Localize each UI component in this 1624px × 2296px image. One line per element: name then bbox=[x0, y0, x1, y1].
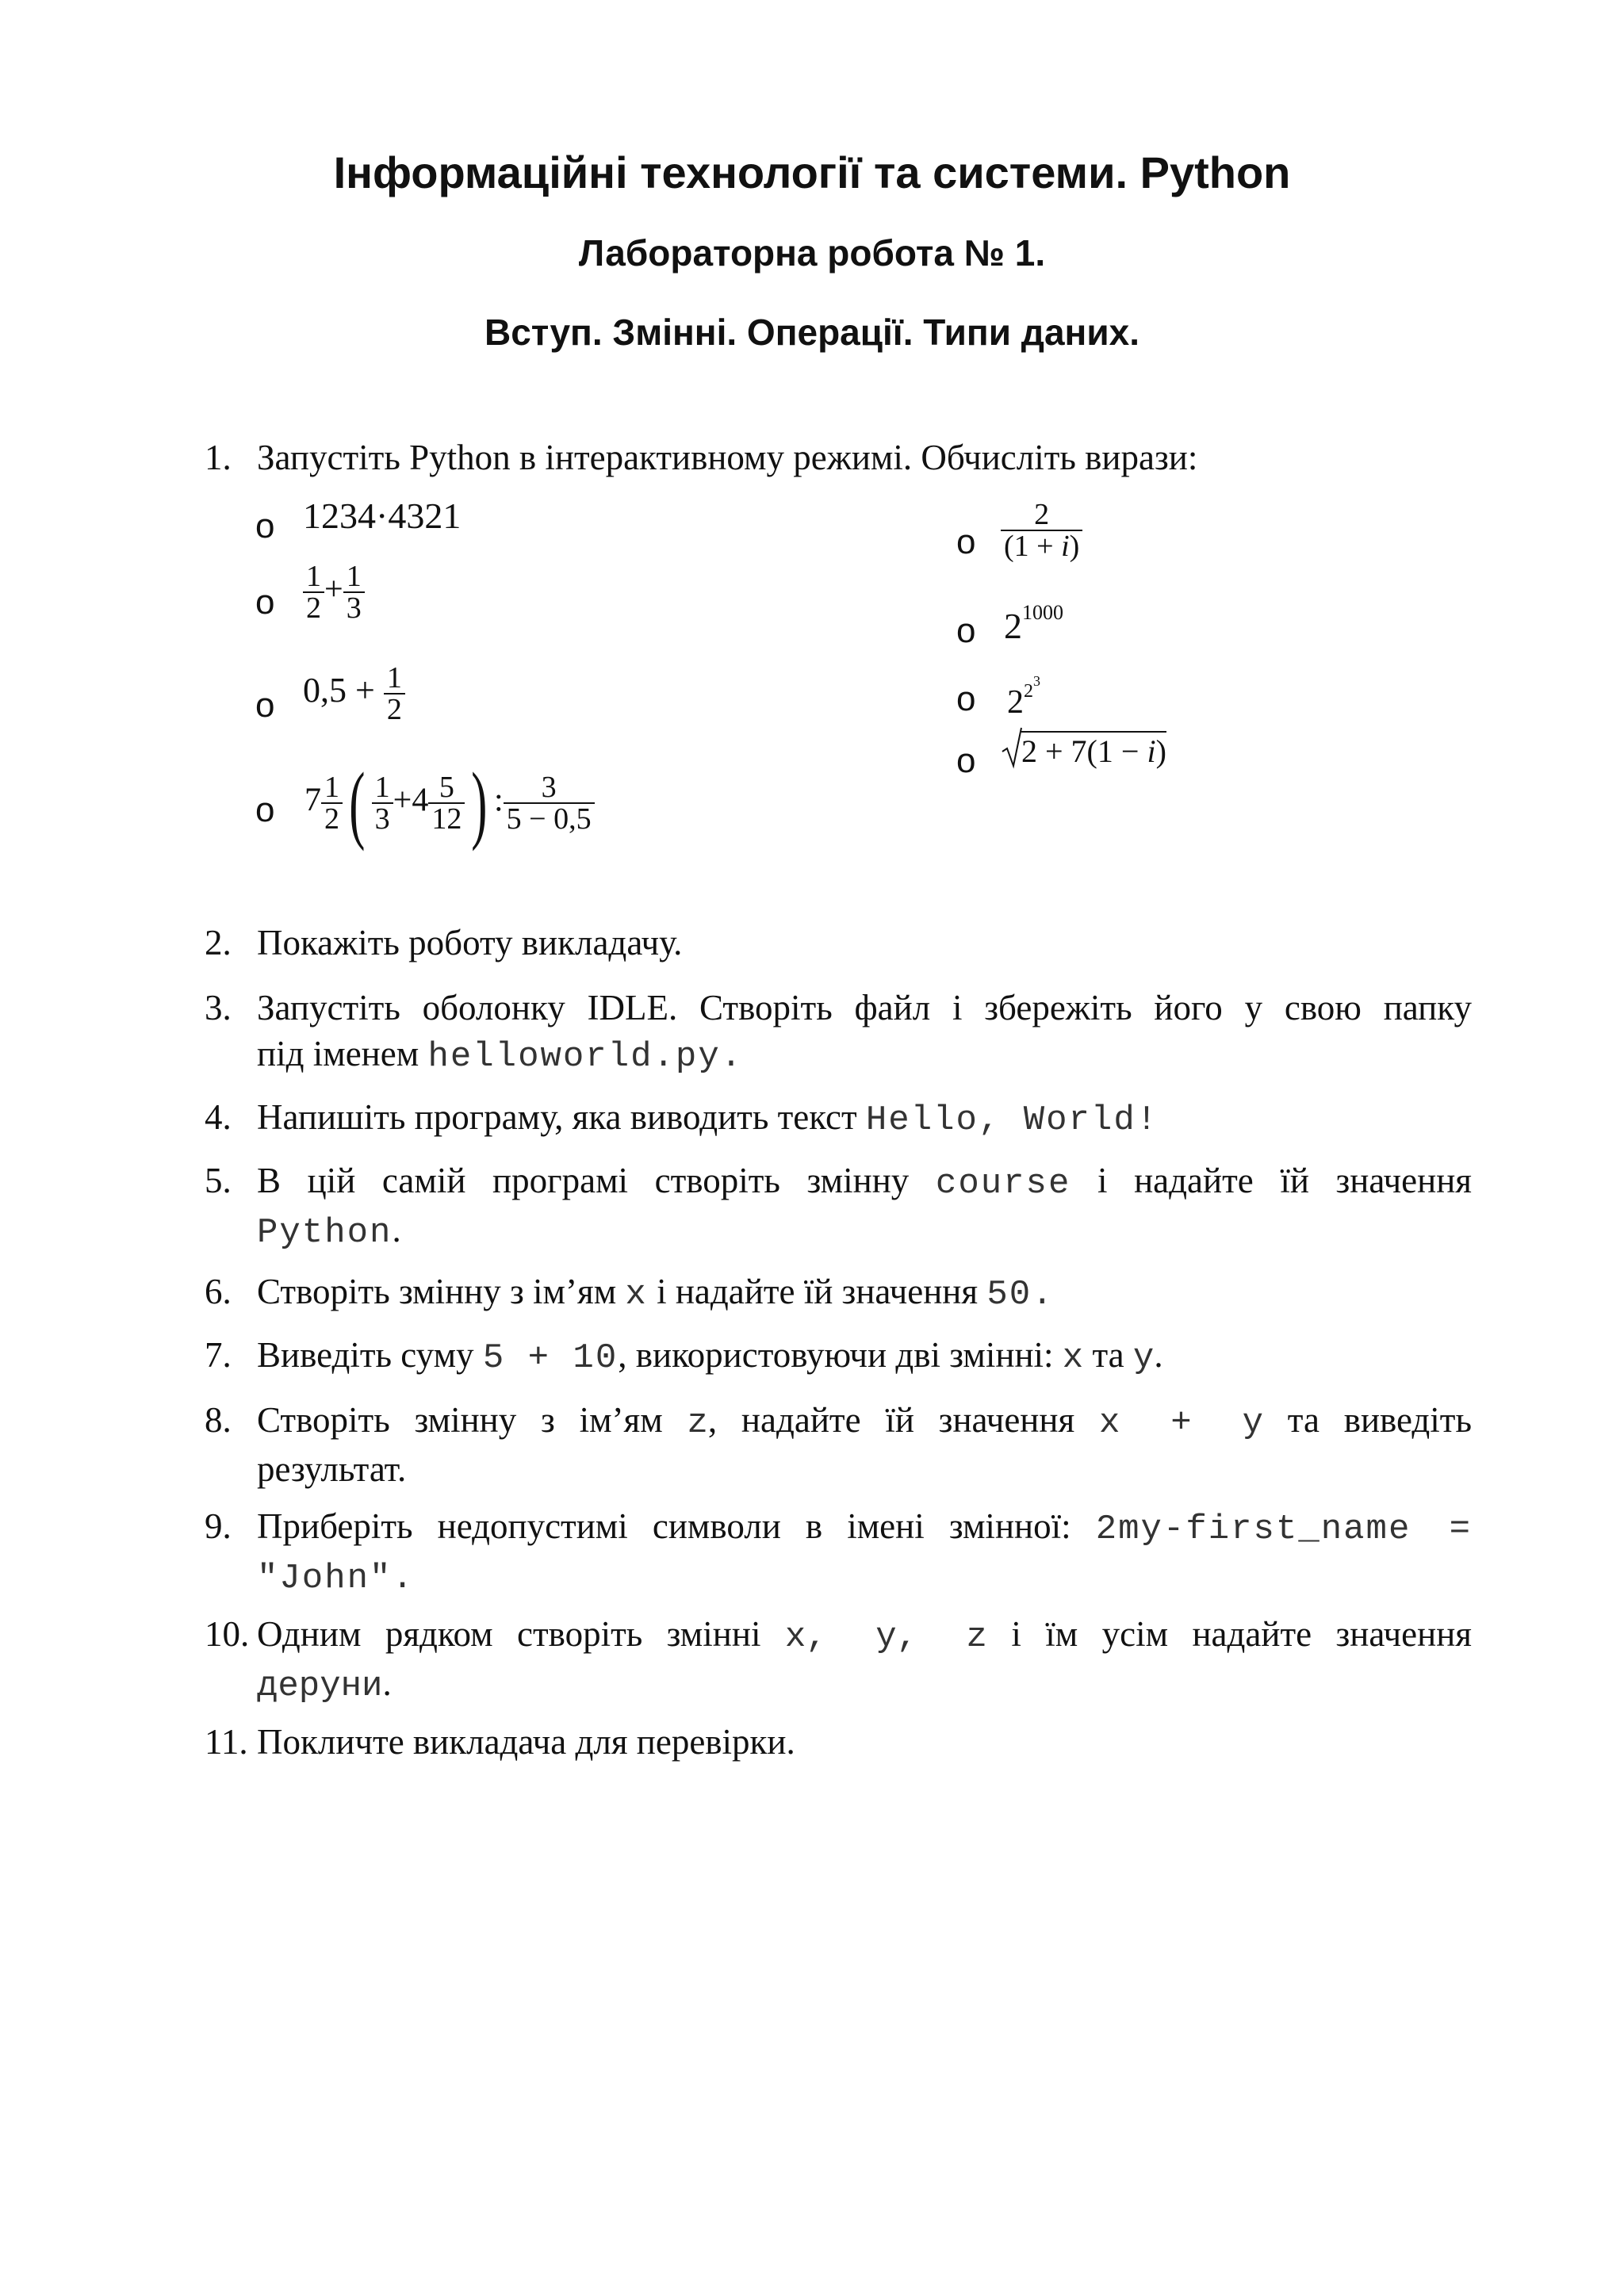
bullet-icon: o bbox=[956, 611, 976, 650]
bullet-icon: o bbox=[956, 741, 976, 780]
hello-world-code: Hello, World! bbox=[865, 1100, 1159, 1140]
filename-code: helloworld.py. bbox=[427, 1037, 744, 1077]
variable-x-code: x bbox=[625, 1275, 648, 1314]
sum-code: 5 + 10 bbox=[482, 1338, 619, 1378]
expression-product: 1234·4321 bbox=[303, 496, 462, 536]
expression-tower-power: $2^{2^3}$ bbox=[1007, 673, 1040, 721]
expression-mixed: 7 $\frac{1}{2}$ ( $\frac{1}{3}$ +4 $\frac{5}{12}$ ) : $\frac{3}{5 - 0,5}$ bbox=[304, 760, 595, 847]
variable-course-code: course bbox=[935, 1164, 1071, 1203]
variable-z-code: z bbox=[687, 1403, 708, 1443]
bullet-icon: o bbox=[956, 522, 976, 561]
expression-power: $2^{1000}$ bbox=[1004, 601, 1063, 646]
document-title: Інформаційні технології та системи. Python bbox=[333, 147, 1291, 197]
expression-x-plus-y-code: x + y bbox=[1098, 1403, 1263, 1443]
document-page: Інформаційні технології та системи. Python Лабораторна робота № 1. Вступ. Змінні. Операції. Типи даних. 1. Запустіть Python в інтерактивному режимі. Обчисліть вирази: o 1234·4321 o $\frac{1}{2}$ + $\frac{1}{3}$ o 0,5 + $\frac{1}{2}$ o 7 $\frac{1}{2}$ ( $\frac{1}{3}$ +4 $\frac{5}{12}$ ) : $\frac{3}{5 - 0,5}$ o $\frac{2}{(1 + i)}$ o $2^{1000}$ o $2^{2^3}$ o 2 + 7(1 − i) 2. Покажіть роботу викладачу. 3. Запустіть оболонку IDLE. Створіть файл і збережіть його у свою папку під іменем helloworld.py. 4. Напишіть програму, яка виводить текст Hello, World! 5. В цій самій програмі створіть змінну course і надайте їй значення Python. 6. Створіть змінну з ім’ям x і надайте їй значення 50. 7. Виведіть суму 5 + 10, використовуючи дві змінні: x та y. 8. Створіть змінну з ім’ям z, надайте їй значення x + y та виведіть результат. 9. Приберіть недопустимі символи в імені змінної: 2my-first_name = "John". 10. Одним рядком створіть змінні x, y, z і їм усім надайте значення деруни. 11. Покличте викладача для перевірки. bbox=[0, 0, 1624, 2296]
bullet-icon: o bbox=[956, 679, 976, 718]
bullet-icon: o bbox=[255, 507, 275, 545]
lab-number: Лабораторна робота № 1. bbox=[578, 232, 1046, 274]
expression-fraction-sum: $\frac{1}{2}$ + $\frac{1}{3}$ bbox=[303, 561, 365, 623]
expression-complex-fraction: $\frac{2}{(1 + i)}$ bbox=[1001, 499, 1082, 561]
bullet-icon: o bbox=[255, 686, 275, 725]
bullet-icon: o bbox=[255, 583, 275, 622]
value-deruny-code: деруни bbox=[257, 1667, 383, 1706]
bullet-icon: o bbox=[255, 790, 275, 829]
variable-x-code: x bbox=[1062, 1338, 1084, 1378]
value-50-code: 50. bbox=[986, 1275, 1055, 1314]
expression-decimal-sum: 0,5 + $\frac{1}{2}$ bbox=[303, 663, 405, 725]
expression-square-root: 2 + 7(1 − i) bbox=[1001, 731, 1166, 767]
value-python-code: Python bbox=[257, 1213, 393, 1253]
lab-topic: Вступ. Змінні. Операції. Типи даних. bbox=[484, 312, 1139, 353]
value-john-code: "John". bbox=[257, 1559, 415, 1598]
variable-y-code: y bbox=[1132, 1338, 1155, 1378]
invalid-variable-code: 2my-first_name = bbox=[1095, 1510, 1473, 1549]
square-root-icon bbox=[1001, 726, 1023, 769]
variables-xyz-code: x, y, z bbox=[784, 1617, 987, 1657]
